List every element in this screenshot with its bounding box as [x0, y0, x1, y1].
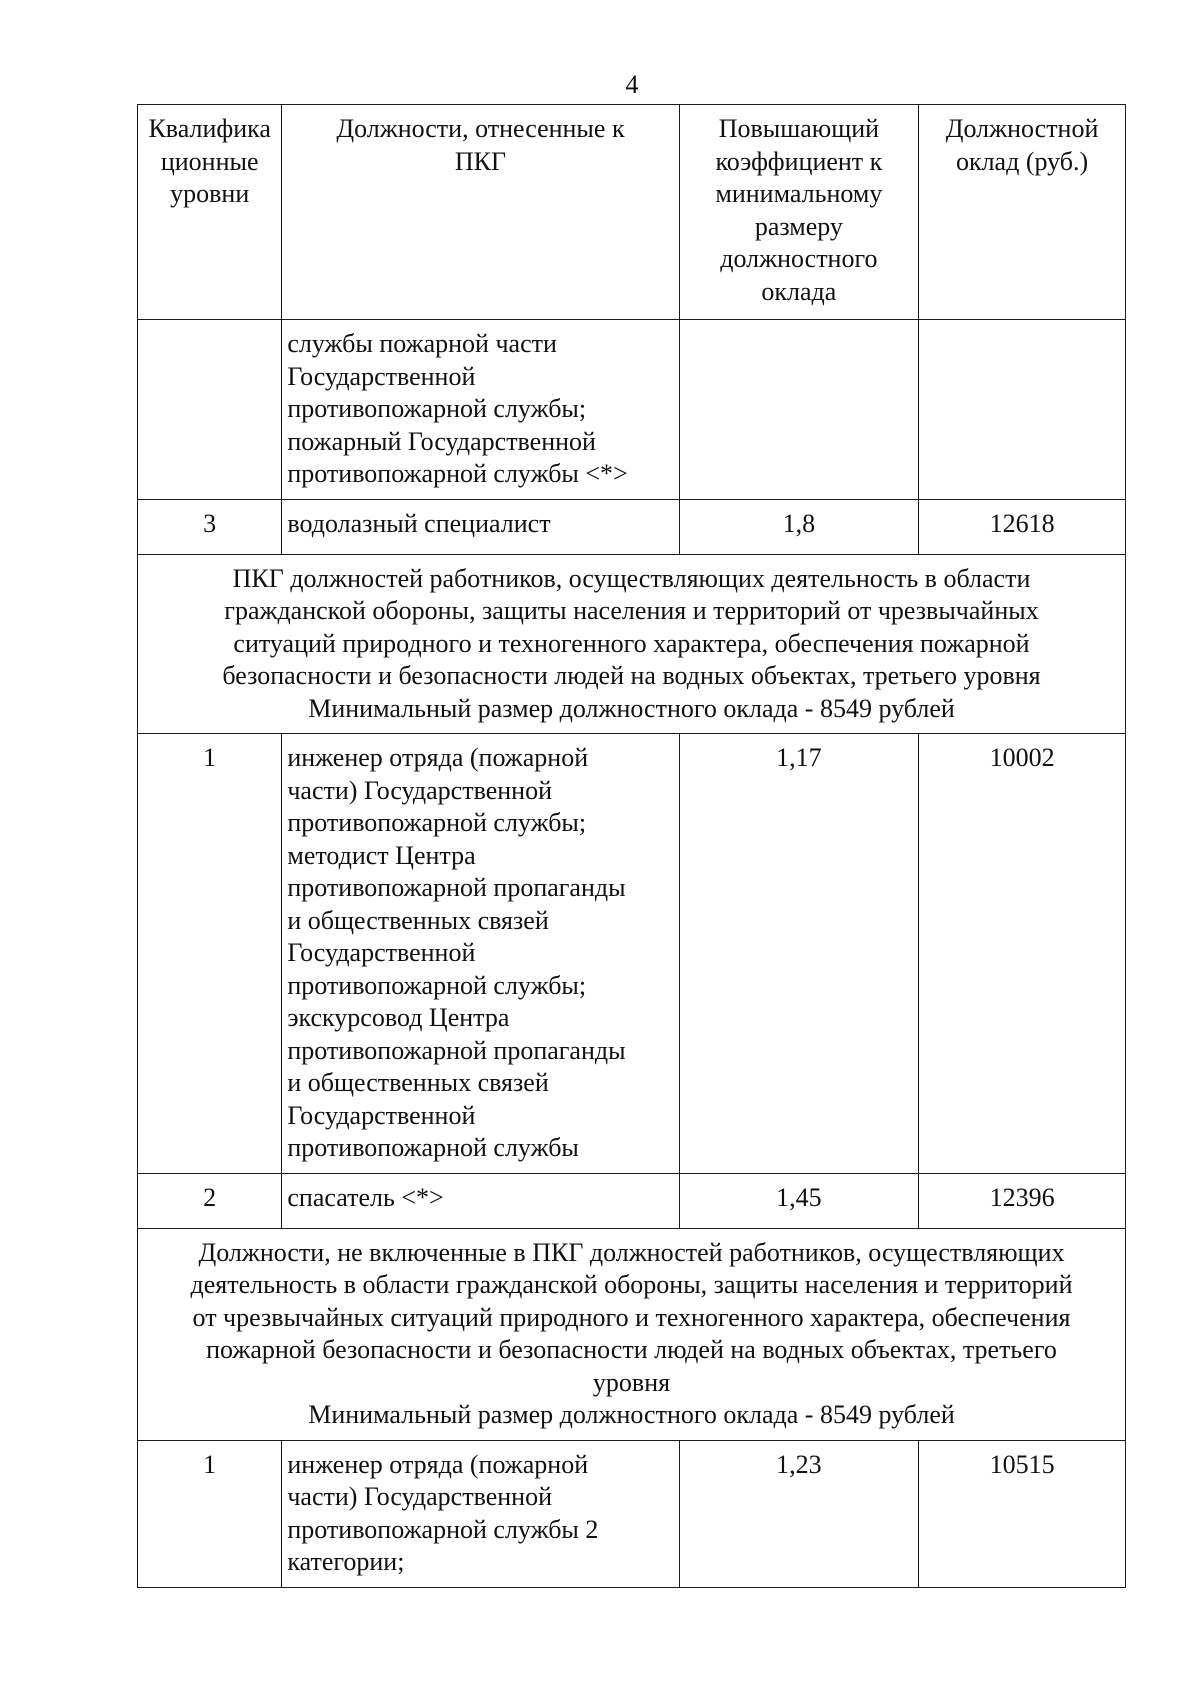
position-line: противопожарной службы	[287, 1133, 579, 1162]
position-line: и общественных связей	[287, 1068, 549, 1097]
level-cell: 1	[138, 734, 282, 1174]
table-row	[138, 499, 1126, 554]
position-line: противопожарной службы;	[287, 970, 587, 1000]
group-min-salary-line: Минимальный размер должностного оклада - 8549 рублей	[308, 693, 955, 723]
position-line: экскурсовод Центра	[287, 1003, 510, 1032]
header-line: должностного	[720, 244, 878, 273]
position-line: спасатель <*>	[287, 1182, 444, 1212]
group-heading-row	[138, 554, 1126, 734]
header-qualification-level	[138, 105, 282, 320]
header-line: ционные	[160, 146, 259, 176]
position-cell	[282, 1440, 679, 1587]
coefficient-cell: 1,8	[679, 499, 919, 554]
header-line: Должностной	[945, 114, 1099, 143]
group-heading	[138, 554, 1126, 734]
position-line: противопожарной службы;	[287, 808, 587, 837]
salary-cell: 12396	[919, 1173, 1126, 1228]
table-row	[138, 1173, 1126, 1228]
level-cell: 3	[138, 499, 282, 554]
position-line: службы пожарной части	[287, 329, 557, 358]
header-line: оклада	[761, 276, 837, 306]
position-line: противопожарной пропаганды	[287, 1035, 626, 1065]
salary-cell: 12618	[919, 499, 1126, 554]
position-line: противопожарной службы 2	[287, 1514, 599, 1544]
position-line: и общественных связей	[287, 905, 549, 935]
group-heading-line: ситуаций природного и техногенного характера, обеспечения пожарной	[233, 628, 1030, 658]
header-line: Повышающий	[718, 114, 880, 143]
group-heading-line: гражданской обороны, защиты населения и территорий от чрезвычайных	[224, 596, 1039, 625]
header-line: Должности, отнесенные к	[336, 114, 625, 143]
group-heading-line: безопасности и безопасности людей на водных объектах, третьего уровня	[222, 661, 1041, 690]
position-cell	[282, 734, 679, 1174]
coefficient-cell: 1,45	[679, 1173, 919, 1228]
group-heading-row	[138, 1228, 1126, 1440]
group-heading-line: уровня	[592, 1367, 671, 1397]
group-min-salary-line: Минимальный размер должностного оклада - 8549 рублей	[308, 1400, 955, 1429]
coefficient-cell	[679, 320, 919, 500]
position-line: методист Центра	[287, 840, 476, 870]
position-line: пожарный Государственной	[287, 426, 596, 456]
header-line: оклад (руб.)	[955, 146, 1089, 176]
header-coefficient	[679, 105, 919, 320]
position-line: Государственной	[287, 1100, 476, 1130]
group-heading-line: ПКГ должностей работников, осуществляющих деятельность в области	[232, 563, 1031, 593]
group-heading	[138, 1228, 1126, 1440]
salary-cell: 10515	[919, 1440, 1126, 1587]
group-heading-line: от чрезвычайных ситуаций природного и техногенного характера, обеспечения	[192, 1302, 1071, 1332]
position-cell	[282, 1173, 679, 1228]
header-positions	[282, 105, 679, 320]
level-cell: 2	[138, 1173, 282, 1228]
header-line: уровни	[170, 179, 250, 208]
header-line: ПКГ	[454, 146, 507, 176]
header-salary	[919, 105, 1126, 320]
table-row	[138, 320, 1126, 500]
salary-cell: 10002	[919, 734, 1126, 1174]
coefficient-cell: 1,23	[679, 1440, 919, 1587]
table-row	[138, 734, 1126, 1174]
salary-cell	[919, 320, 1126, 500]
position-line: инженер отряда (пожарной	[287, 1449, 589, 1479]
position-line: противопожарной службы <*>	[287, 459, 628, 488]
position-line: противопожарной службы;	[287, 394, 587, 423]
position-line: части) Государственной	[287, 775, 552, 805]
page-number: 4	[625, 70, 639, 99]
coefficient-cell: 1,17	[679, 734, 919, 1174]
position-line: противопожарной пропаганды	[287, 873, 626, 902]
header-line: размеру	[754, 211, 843, 241]
position-line: водолазный специалист	[287, 508, 551, 538]
position-line: категории;	[287, 1547, 405, 1576]
position-line: части) Государственной	[287, 1482, 552, 1511]
position-cell	[282, 499, 679, 554]
level-cell: 1	[138, 1440, 282, 1587]
position-cell	[282, 320, 679, 500]
position-line: инженер отряда (пожарной	[287, 743, 589, 772]
level-cell	[138, 320, 282, 500]
table-row	[138, 1440, 1126, 1587]
header-line: минимальному	[715, 179, 883, 208]
group-heading-line: Должности, не включенные в ПКГ должностей работников, осуществляющих	[198, 1237, 1065, 1267]
table-header-row	[138, 105, 1126, 320]
position-line: Государственной	[287, 938, 476, 967]
group-heading-line: пожарной безопасности и безопасности людей на водных объектах, третьего	[206, 1335, 1057, 1364]
salary-table	[137, 104, 1126, 1588]
header-line: Квалифика	[148, 114, 271, 143]
header-line: коэффициент к	[715, 146, 883, 176]
group-heading-line: деятельность в области гражданской обороны, защиты населения и территорий	[190, 1270, 1073, 1299]
position-line: Государственной	[287, 361, 476, 391]
